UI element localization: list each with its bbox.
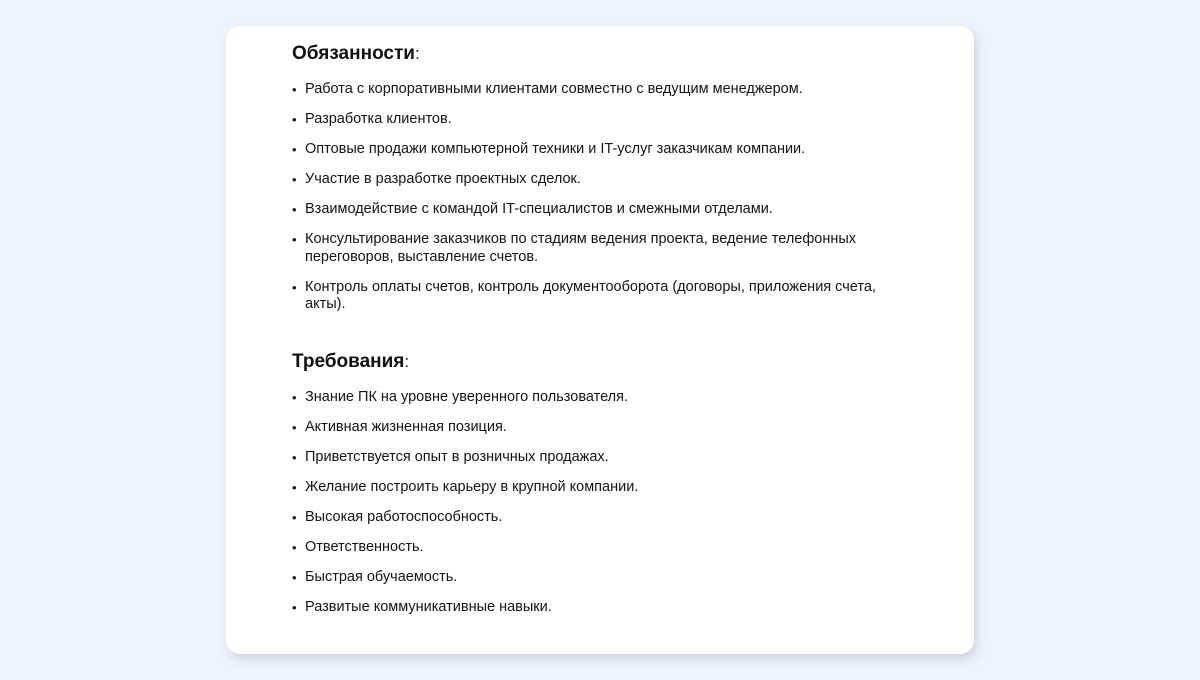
list-item: • Знание ПК на уровне уверенного пользователя.: [292, 389, 914, 407]
list-item: • Работа с корпоративными клиентами совместно с ведущим менеджером.: [292, 81, 914, 99]
list-item: • Желание построить карьеру в крупной компании.: [292, 479, 914, 497]
list-item: • Разработка клиентов.: [292, 111, 914, 129]
duties-heading: [292, 26, 914, 66]
list-item: • Контроль оплаты счетов, контроль документооборота (договоры, приложения счета, акты).: [292, 279, 914, 314]
list-item: • Консультирование заказчиков по стадиям ведения проекта, ведение телефонных переговоров, выставление счетов.: [292, 231, 914, 266]
duties-title: Обязанности: [292, 43, 415, 64]
requirements-title: Требования: [292, 350, 405, 372]
list-item: • Участие в разработке проектных сделок.: [292, 171, 914, 189]
list-item: • Активная жизненная позиция.: [292, 419, 914, 437]
list-item: • Взаимодействие с командой IT-специалистов и смежными отделами.: [292, 201, 914, 219]
job-description-card: [226, 26, 974, 654]
duties-list: [292, 81, 914, 314]
list-item: • Приветствуется опыт в розничных продажах.: [292, 449, 914, 467]
duties-title-colon: :: [414, 44, 420, 63]
list-item: • Ответственность.: [292, 539, 914, 557]
list-item: • Оптовые продажи компьютерной техники и IT-услуг заказчикам компании.: [292, 141, 914, 159]
list-item: • Развитые коммуникативные навыки.: [292, 599, 914, 617]
list-item: • Быстрая обучаемость.: [292, 569, 914, 587]
requirements-title-colon: :: [404, 351, 410, 371]
requirements-heading: [292, 350, 914, 374]
requirements-list: [292, 389, 914, 617]
list-item: • Высокая работоспособность.: [292, 509, 914, 527]
